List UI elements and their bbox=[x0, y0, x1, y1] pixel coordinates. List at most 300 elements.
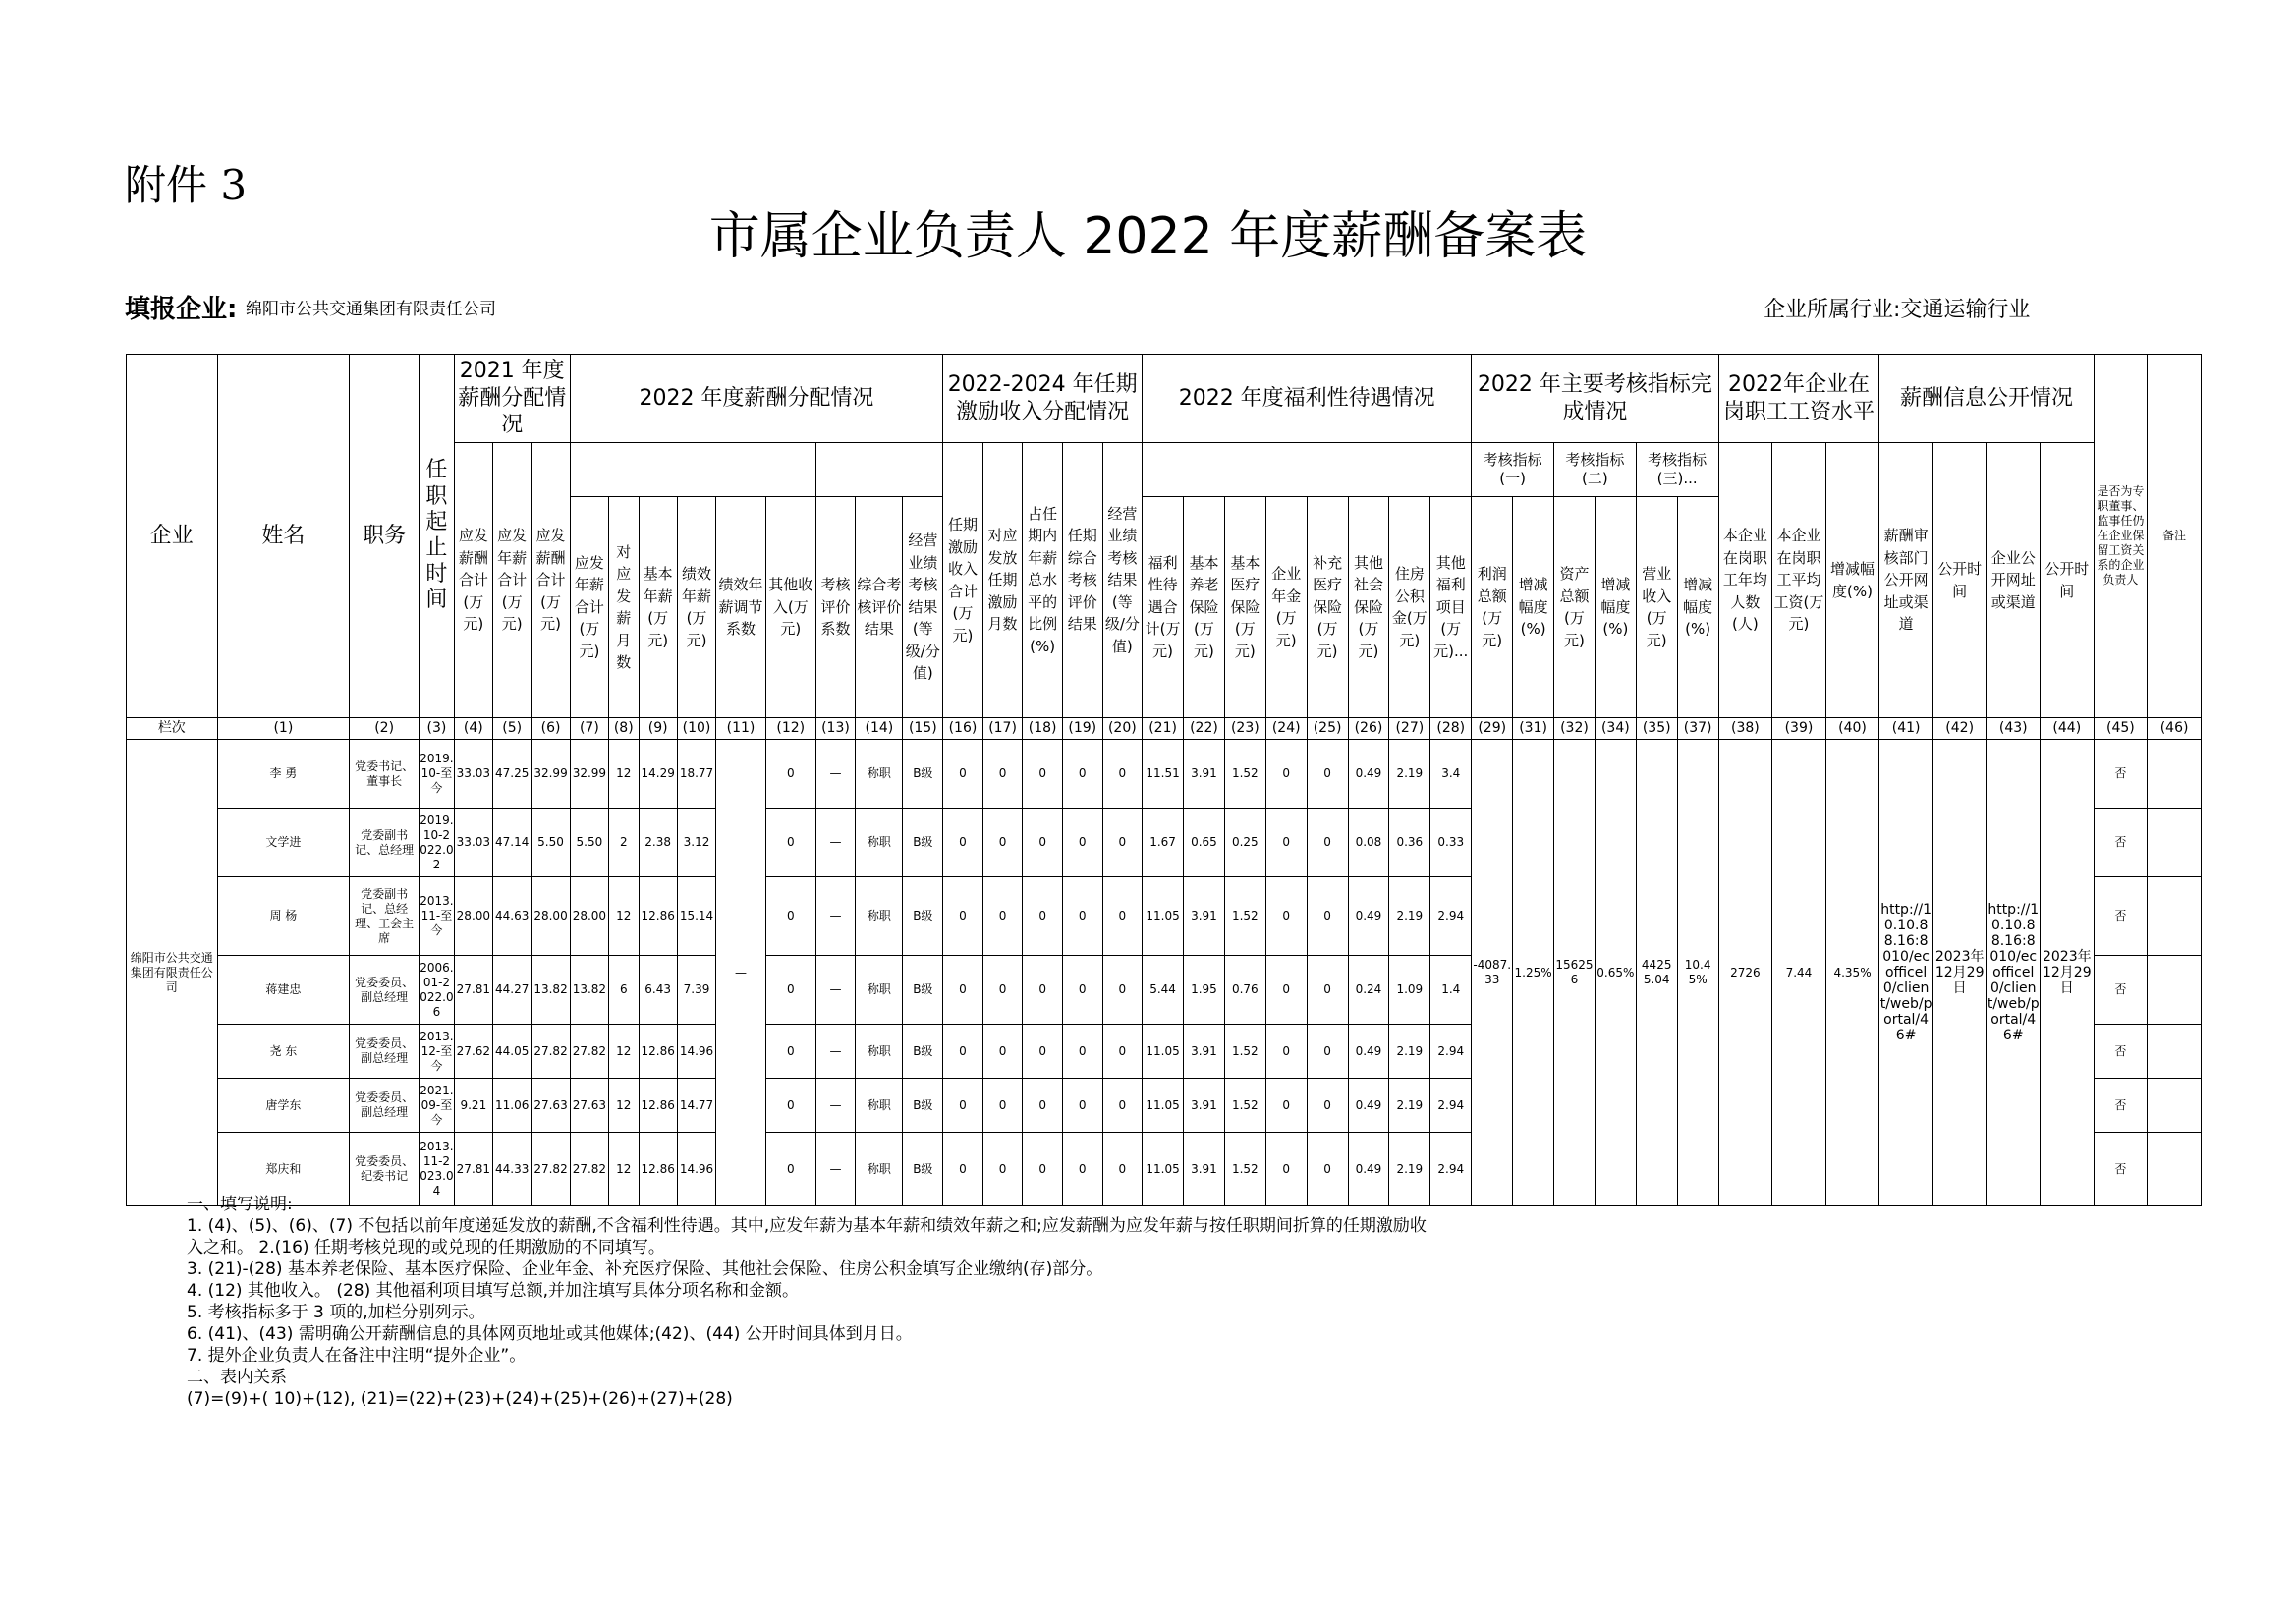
cell-c15: B级 bbox=[903, 956, 943, 1025]
note-line: 一、填写说明: bbox=[187, 1195, 293, 1214]
cell-c46 bbox=[2148, 809, 2202, 877]
cell-c7: 27.82 bbox=[570, 1133, 608, 1206]
cell-c4: 9.21 bbox=[454, 1079, 492, 1133]
cell-c17: 0 bbox=[982, 1025, 1023, 1079]
cell-c10: 18.77 bbox=[677, 740, 715, 809]
cell-c20: 0 bbox=[1102, 1025, 1143, 1079]
group-welfare: 2022 年度福利性待遇情况 bbox=[1143, 355, 1472, 443]
term-cell: 2013.12-至今 bbox=[420, 1025, 455, 1079]
cell-c16: 0 bbox=[943, 956, 983, 1025]
col-c25: 补充医疗保险(万元) bbox=[1307, 497, 1348, 718]
cell-c27: 1.09 bbox=[1389, 956, 1430, 1025]
cell-c7: 5.50 bbox=[570, 809, 608, 877]
cell-c27: 2.19 bbox=[1389, 740, 1430, 809]
cell-c27: 2.19 bbox=[1389, 1133, 1430, 1206]
indicator-3: 考核指标(三)... bbox=[1636, 443, 1718, 497]
cell-c23: 1.52 bbox=[1224, 1133, 1265, 1206]
cell-c5: 44.05 bbox=[493, 1025, 532, 1079]
indicator-2: 考核指标(二) bbox=[1554, 443, 1637, 497]
position-cell: 党委书记、董事长 bbox=[350, 740, 420, 809]
filling-company-label: 填报企业: bbox=[125, 295, 238, 324]
cell-c13: — bbox=[815, 1079, 856, 1133]
cell-c14: 称职 bbox=[856, 1079, 903, 1133]
cell-c22: 3.91 bbox=[1184, 877, 1225, 956]
cell-c12: 0 bbox=[765, 809, 815, 877]
cell-c45: 否 bbox=[2094, 809, 2148, 877]
cell-c17: 0 bbox=[982, 1079, 1023, 1133]
cell-c7: 28.00 bbox=[570, 877, 608, 956]
cell-c19: 0 bbox=[1062, 1079, 1102, 1133]
index-cell: (38) bbox=[1718, 718, 1772, 740]
cell-c4: 27.81 bbox=[454, 956, 492, 1025]
cell-c23: 1.52 bbox=[1224, 1079, 1265, 1133]
attachment-label: 附件 3 bbox=[125, 161, 248, 209]
cell-c13: — bbox=[815, 1025, 856, 1079]
name-cell: 尧 东 bbox=[217, 1025, 350, 1079]
cell-c4: 33.03 bbox=[454, 740, 492, 809]
cell-c25: 0 bbox=[1307, 877, 1348, 956]
group-indicators: 2022 年主要考核指标完成情况 bbox=[1472, 355, 1718, 443]
merged-c39: 7.44 bbox=[1772, 740, 1826, 1206]
note-line: 6. (41)、(43) 需明确公开薪酬信息的具体网页地址或其他媒体;(42)、(44) 公开时间具体到月日。 bbox=[187, 1324, 913, 1344]
cell-c13: — bbox=[815, 1133, 856, 1206]
cell-c9: 12.86 bbox=[639, 1133, 677, 1206]
cell-c10: 3.12 bbox=[677, 809, 715, 877]
cell-c17: 0 bbox=[982, 956, 1023, 1025]
col-c41: 薪酬审核部门公开网址或渠道 bbox=[1879, 443, 1933, 718]
cell-c14: 称职 bbox=[856, 956, 903, 1025]
header-row-1 bbox=[127, 355, 2202, 443]
col-term bbox=[420, 355, 455, 718]
index-cell: (8) bbox=[609, 718, 639, 740]
position-cell: 党委委员、纪委书记 bbox=[350, 1133, 420, 1206]
col-c20: 经营业绩考核结果(等级/分值) bbox=[1102, 443, 1143, 718]
merged-c32: 156256 bbox=[1554, 740, 1596, 1206]
merged-c40: 4.35% bbox=[1825, 740, 1879, 1206]
cell-c23: 0.25 bbox=[1224, 809, 1265, 877]
cell-c16: 0 bbox=[943, 740, 983, 809]
cell-c25: 0 bbox=[1307, 740, 1348, 809]
cell-c18: 0 bbox=[1023, 956, 1063, 1025]
cell-c6: 27.82 bbox=[532, 1025, 570, 1079]
col-c34: 增减幅度(%) bbox=[1595, 497, 1636, 718]
position-cell: 党委委员、副总经理 bbox=[350, 1079, 420, 1133]
index-cell: (13) bbox=[815, 718, 856, 740]
filling-company-value: 绵阳市公共交通集团有限责任公司 bbox=[246, 300, 496, 319]
cell-c28: 2.94 bbox=[1430, 1133, 1472, 1206]
index-cell: (18) bbox=[1023, 718, 1063, 740]
cell-c20: 0 bbox=[1102, 740, 1143, 809]
cell-c27: 0.36 bbox=[1389, 809, 1430, 877]
cell-c20: 0 bbox=[1102, 809, 1143, 877]
cell-c22: 0.65 bbox=[1184, 809, 1225, 877]
index-cell: (12) bbox=[765, 718, 815, 740]
name-cell: 李 勇 bbox=[217, 740, 350, 809]
cell-c7: 32.99 bbox=[570, 740, 608, 809]
cell-c12: 0 bbox=[765, 740, 815, 809]
col-company: 企业 bbox=[127, 355, 218, 718]
index-cell: (29) bbox=[1472, 718, 1513, 740]
group-incentive: 2022-2024 年任期激励收入分配情况 bbox=[943, 355, 1143, 443]
col-position: 职务 bbox=[350, 355, 420, 718]
cell-c14: 称职 bbox=[856, 1025, 903, 1079]
cell-c28: 2.94 bbox=[1430, 1025, 1472, 1079]
merged-c34: 0.65% bbox=[1595, 740, 1636, 1206]
cell-c19: 0 bbox=[1062, 1025, 1102, 1079]
position-cell: 党委委员、副总经理 bbox=[350, 1025, 420, 1079]
col-c13: 考核评价系数 bbox=[815, 497, 856, 718]
cell-c22: 1.95 bbox=[1184, 956, 1225, 1025]
col-c27: 住房公积金(万元) bbox=[1389, 497, 1430, 718]
col-c45: 是否为专职董事、监事任仍在企业保留工资关系的企业负责人 bbox=[2094, 355, 2148, 718]
cell-c23: 1.52 bbox=[1224, 1025, 1265, 1079]
merged-c44: 2023年12月29日 bbox=[2041, 740, 2095, 1206]
indicator-1: 考核指标(一) bbox=[1472, 443, 1554, 497]
cell-c15: B级 bbox=[903, 1079, 943, 1133]
cell-c46 bbox=[2148, 740, 2202, 809]
index-cell: (45) bbox=[2094, 718, 2148, 740]
index-cell: (37) bbox=[1677, 718, 1718, 740]
cell-c26: 0.49 bbox=[1348, 1025, 1389, 1079]
cell-c24: 0 bbox=[1265, 1025, 1307, 1079]
note-line: 二、表内关系 bbox=[187, 1368, 287, 1387]
term-cell: 2006.01-2022.06 bbox=[420, 956, 455, 1025]
cell-c46 bbox=[2148, 877, 2202, 956]
cell-c26: 0.49 bbox=[1348, 1079, 1389, 1133]
col-c31: 增减幅度(%) bbox=[1513, 497, 1554, 718]
cell-c12: 0 bbox=[765, 1133, 815, 1206]
merged-c35: 44255.04 bbox=[1636, 740, 1677, 1206]
group-2021: 2021 年度薪酬分配情况 bbox=[454, 355, 570, 443]
group-public: 薪酬信息公开情况 bbox=[1879, 355, 2094, 443]
name-cell: 郑庆和 bbox=[217, 1133, 350, 1206]
cell-c12: 0 bbox=[765, 1025, 815, 1079]
page-title: 市属企业负责人 2022 年度薪酬备案表 bbox=[708, 207, 1588, 266]
cell-c4: 27.81 bbox=[454, 1133, 492, 1206]
cell-c9: 2.38 bbox=[639, 809, 677, 877]
subgroup-welfare bbox=[1143, 443, 1472, 497]
index-cell: (31) bbox=[1513, 718, 1554, 740]
cell-c28: 0.33 bbox=[1430, 809, 1472, 877]
cell-c13: — bbox=[815, 956, 856, 1025]
cell-c46 bbox=[2148, 1079, 2202, 1133]
cell-c6: 32.99 bbox=[532, 740, 570, 809]
cell-c13: — bbox=[815, 809, 856, 877]
note-line: 入之和。 2.(16) 任期考核兑现的或兑现的任期激励的不同填写。 bbox=[187, 1238, 665, 1258]
index-cell: (6) bbox=[532, 718, 570, 740]
cell-c8: 12 bbox=[609, 740, 639, 809]
name-cell: 文学进 bbox=[217, 809, 350, 877]
col-c29: 利润总额(万元) bbox=[1472, 497, 1513, 718]
cell-c9: 12.86 bbox=[639, 877, 677, 956]
cell-c21: 11.05 bbox=[1143, 1133, 1184, 1206]
cell-c4: 33.03 bbox=[454, 809, 492, 877]
cell-c8: 6 bbox=[609, 956, 639, 1025]
cell-c45: 否 bbox=[2094, 1025, 2148, 1079]
col-c28: 其他福利项目(万元)... bbox=[1430, 497, 1472, 718]
cell-c20: 0 bbox=[1102, 956, 1143, 1025]
index-cell: (41) bbox=[1879, 718, 1933, 740]
cell-c45: 否 bbox=[2094, 956, 2148, 1025]
cell-c16: 0 bbox=[943, 877, 983, 956]
col-c14: 综合考核评价结果 bbox=[856, 497, 903, 718]
col-c35: 营业收入(万元) bbox=[1636, 497, 1677, 718]
cell-c23: 1.52 bbox=[1224, 740, 1265, 809]
index-cell: (7) bbox=[570, 718, 608, 740]
cell-c6: 27.82 bbox=[532, 1133, 570, 1206]
col-c5: 应发年薪合计(万元) bbox=[493, 443, 532, 718]
cell-c24: 0 bbox=[1265, 956, 1307, 1025]
cell-c18: 0 bbox=[1023, 877, 1063, 956]
cell-c15: B级 bbox=[903, 877, 943, 956]
cell-c27: 2.19 bbox=[1389, 1079, 1430, 1133]
cell-c9: 6.43 bbox=[639, 956, 677, 1025]
cell-c16: 0 bbox=[943, 1079, 983, 1133]
index-cell: (44) bbox=[2041, 718, 2095, 740]
index-cell: (25) bbox=[1307, 718, 1348, 740]
name-cell: 唐学东 bbox=[217, 1079, 350, 1133]
cell-c28: 2.94 bbox=[1430, 1079, 1472, 1133]
cell-c21: 11.05 bbox=[1143, 1025, 1184, 1079]
cell-c46 bbox=[2148, 1025, 2202, 1079]
index-cell: (26) bbox=[1348, 718, 1389, 740]
cell-c19: 0 bbox=[1062, 740, 1102, 809]
merged-c38: 2726 bbox=[1718, 740, 1772, 1206]
cell-c5: 11.06 bbox=[493, 1079, 532, 1133]
industry-label: 企业所属行业:交通运输行业 bbox=[1764, 298, 2031, 322]
cell-c4: 28.00 bbox=[454, 877, 492, 956]
note-line: 7. 提外企业负责人在备注中注明“提外企业”。 bbox=[187, 1346, 527, 1366]
col-c9: 基本年薪(万元) bbox=[639, 497, 677, 718]
cell-c24: 0 bbox=[1265, 740, 1307, 809]
cell-c46 bbox=[2148, 956, 2202, 1025]
cell-c10: 15.14 bbox=[677, 877, 715, 956]
index-cell: (35) bbox=[1636, 718, 1677, 740]
cell-c26: 0.49 bbox=[1348, 877, 1389, 956]
cell-c18: 0 bbox=[1023, 1133, 1063, 1206]
cell-c8: 12 bbox=[609, 877, 639, 956]
note-line: 1. (4)、(5)、(6)、(7) 不包括以前年度递延发放的薪酬,不含福利性待遇。其中,应发年薪为基本年薪和绩效年薪之和;应发薪酬为应发年薪与按任职期间折算的任期激励收 bbox=[187, 1216, 1427, 1236]
index-cell: (24) bbox=[1265, 718, 1307, 740]
cell-c9: 14.29 bbox=[639, 740, 677, 809]
cell-c23: 1.52 bbox=[1224, 877, 1265, 956]
col-c26: 其他社会保险(万元) bbox=[1348, 497, 1389, 718]
note-line: 3. (21)-(28) 基本养老保险、基本医疗保险、企业年金、补充医疗保险、其他社会保险、住房公积金填写企业缴纳(存)部分。 bbox=[187, 1259, 1103, 1279]
cell-c14: 称职 bbox=[856, 740, 903, 809]
cell-c12: 0 bbox=[765, 956, 815, 1025]
col-c17: 对应发放任期激励月数 bbox=[982, 443, 1023, 718]
col-c18: 占任期内年薪总水平的比例(%) bbox=[1023, 443, 1063, 718]
cell-c17: 0 bbox=[982, 1133, 1023, 1206]
cell-c17: 0 bbox=[982, 740, 1023, 809]
cell-c25: 0 bbox=[1307, 1025, 1348, 1079]
cell-c24: 0 bbox=[1265, 1133, 1307, 1206]
index-cell: (42) bbox=[1932, 718, 1987, 740]
cell-c27: 2.19 bbox=[1389, 877, 1430, 956]
position-cell: 党委副书记、总经理 bbox=[350, 809, 420, 877]
cell-c5: 44.33 bbox=[493, 1133, 532, 1206]
index-cell: 栏次 bbox=[127, 718, 218, 740]
cell-c4: 27.62 bbox=[454, 1025, 492, 1079]
cell-c5: 47.14 bbox=[493, 809, 532, 877]
cell-c22: 3.91 bbox=[1184, 1025, 1225, 1079]
col-c6: 应发薪酬合计(万元) bbox=[532, 443, 570, 718]
cell-c10: 14.96 bbox=[677, 1025, 715, 1079]
col-c32: 资产总额(万元) bbox=[1554, 497, 1596, 718]
cell-c10: 7.39 bbox=[677, 956, 715, 1025]
col-c16: 任期激励收入合计(万元) bbox=[943, 443, 983, 718]
col-c23: 基本医疗保险(万元) bbox=[1224, 497, 1265, 718]
cell-c26: 0.49 bbox=[1348, 1133, 1389, 1206]
salary-table bbox=[126, 354, 2202, 1206]
cell-c22: 3.91 bbox=[1184, 1133, 1225, 1206]
index-cell: (20) bbox=[1102, 718, 1143, 740]
col-c40: 增减幅度(%) bbox=[1825, 443, 1879, 718]
index-cell: (46) bbox=[2148, 718, 2202, 740]
name-cell: 周 杨 bbox=[217, 877, 350, 956]
merged-c31: 1.25% bbox=[1513, 740, 1554, 1206]
cell-c7: 27.82 bbox=[570, 1025, 608, 1079]
index-cell: (3) bbox=[420, 718, 455, 740]
company-cell: 绵阳市公共交通集团有限责任公司 bbox=[127, 740, 218, 1206]
cell-c20: 0 bbox=[1102, 1133, 1143, 1206]
cell-c26: 0.49 bbox=[1348, 740, 1389, 809]
col-c4: 应发薪酬合计(万元) bbox=[454, 443, 492, 718]
col-c46: 备注 bbox=[2148, 355, 2202, 718]
cell-c26: 0.08 bbox=[1348, 809, 1389, 877]
cell-c5: 44.63 bbox=[493, 877, 532, 956]
cell-c46 bbox=[2148, 1133, 2202, 1206]
merged-c11: — bbox=[716, 740, 766, 1206]
cell-c24: 0 bbox=[1265, 1079, 1307, 1133]
index-cell: (2) bbox=[350, 718, 420, 740]
cell-c25: 0 bbox=[1307, 1079, 1348, 1133]
index-cell: (34) bbox=[1595, 718, 1636, 740]
index-cell: (11) bbox=[716, 718, 766, 740]
cell-c28: 3.4 bbox=[1430, 740, 1472, 809]
cell-c7: 27.63 bbox=[570, 1079, 608, 1133]
cell-c28: 2.94 bbox=[1430, 877, 1472, 956]
cell-c5: 47.25 bbox=[493, 740, 532, 809]
index-cell: (21) bbox=[1143, 718, 1184, 740]
cell-c12: 0 bbox=[765, 1079, 815, 1133]
cell-c6: 28.00 bbox=[532, 877, 570, 956]
col-c44: 公开时间 bbox=[2041, 443, 2095, 718]
cell-c14: 称职 bbox=[856, 809, 903, 877]
cell-c6: 27.63 bbox=[532, 1079, 570, 1133]
cell-c18: 0 bbox=[1023, 1025, 1063, 1079]
index-cell: (17) bbox=[982, 718, 1023, 740]
term-cell: 2013.11-至今 bbox=[420, 877, 455, 956]
index-cell: (9) bbox=[639, 718, 677, 740]
term-cell: 2013.11-2023.04 bbox=[420, 1133, 455, 1206]
col-c43: 企业公开网址或渠道 bbox=[1987, 443, 2041, 718]
cell-c18: 0 bbox=[1023, 1079, 1063, 1133]
cell-c15: B级 bbox=[903, 809, 943, 877]
col-term-text: 任职起止时间 bbox=[425, 458, 448, 613]
col-c10: 绩效年薪(万元) bbox=[677, 497, 715, 718]
cell-c17: 0 bbox=[982, 877, 1023, 956]
cell-c19: 0 bbox=[1062, 956, 1102, 1025]
cell-c27: 2.19 bbox=[1389, 1025, 1430, 1079]
note-line: 5. 考核指标多于 3 项的,加栏分别列示。 bbox=[187, 1303, 485, 1322]
cell-c21: 11.05 bbox=[1143, 877, 1184, 956]
cell-c16: 0 bbox=[943, 1133, 983, 1206]
index-cell: (19) bbox=[1062, 718, 1102, 740]
col-c11: 绩效年薪调节系数 bbox=[716, 497, 766, 718]
index-cell: (40) bbox=[1825, 718, 1879, 740]
merged-c37: 10.45% bbox=[1677, 740, 1718, 1206]
index-cell: (43) bbox=[1987, 718, 2041, 740]
col-c42: 公开时间 bbox=[1932, 443, 1987, 718]
cell-c14: 称职 bbox=[856, 877, 903, 956]
index-cell: (22) bbox=[1184, 718, 1225, 740]
name-cell: 蒋建忠 bbox=[217, 956, 350, 1025]
cell-c24: 0 bbox=[1265, 809, 1307, 877]
note-line: 4. (12) 其他收入。 (28) 其他福利项目填写总额,并加注填写具体分项名称和金额。 bbox=[187, 1281, 800, 1301]
cell-c16: 0 bbox=[943, 1025, 983, 1079]
col-c39: 本企业在岗职工平均工资(万元) bbox=[1772, 443, 1826, 718]
col-c37: 增减幅度(%) bbox=[1677, 497, 1718, 718]
cell-c8: 12 bbox=[609, 1133, 639, 1206]
cell-c8: 12 bbox=[609, 1025, 639, 1079]
term-cell: 2019.10-至今 bbox=[420, 740, 455, 809]
cell-c9: 12.86 bbox=[639, 1025, 677, 1079]
cell-c12: 0 bbox=[765, 877, 815, 956]
cell-c9: 12.86 bbox=[639, 1079, 677, 1133]
cell-c21: 11.05 bbox=[1143, 1079, 1184, 1133]
cell-c28: 1.4 bbox=[1430, 956, 1472, 1025]
cell-c18: 0 bbox=[1023, 809, 1063, 877]
cell-c21: 1.67 bbox=[1143, 809, 1184, 877]
cell-c15: B级 bbox=[903, 740, 943, 809]
cell-c5: 44.27 bbox=[493, 956, 532, 1025]
col-c12: 其他收入(万元) bbox=[765, 497, 815, 718]
col-c22: 基本养老保险(万元) bbox=[1184, 497, 1225, 718]
cell-c20: 0 bbox=[1102, 877, 1143, 956]
col-c24: 企业年金(万元) bbox=[1265, 497, 1307, 718]
col-c19: 任期综合考核评价结果 bbox=[1062, 443, 1102, 718]
cell-c24: 0 bbox=[1265, 877, 1307, 956]
col-c8: 对应发薪月数 bbox=[609, 497, 639, 718]
table-row bbox=[127, 740, 2202, 809]
cell-c22: 3.91 bbox=[1184, 1079, 1225, 1133]
cell-c26: 0.24 bbox=[1348, 956, 1389, 1025]
term-cell: 2019.10-2022.02 bbox=[420, 809, 455, 877]
cell-c17: 0 bbox=[982, 809, 1023, 877]
cell-c16: 0 bbox=[943, 809, 983, 877]
cell-c13: — bbox=[815, 740, 856, 809]
position-cell: 党委委员、副总经理 bbox=[350, 956, 420, 1025]
index-cell: (23) bbox=[1224, 718, 1265, 740]
cell-c21: 11.51 bbox=[1143, 740, 1184, 809]
index-cell: (32) bbox=[1554, 718, 1596, 740]
cell-c19: 0 bbox=[1062, 809, 1102, 877]
col-c21: 福利性待遇合计(万元) bbox=[1143, 497, 1184, 718]
cell-c21: 5.44 bbox=[1143, 956, 1184, 1025]
index-cell: (1) bbox=[217, 718, 350, 740]
col-c7: 应发年薪合计(万元) bbox=[570, 497, 608, 718]
cell-c8: 12 bbox=[609, 1079, 639, 1133]
cell-c18: 0 bbox=[1023, 740, 1063, 809]
position-cell: 党委副书记、总经理、工会主席 bbox=[350, 877, 420, 956]
cell-c6: 5.50 bbox=[532, 809, 570, 877]
cell-c45: 否 bbox=[2094, 877, 2148, 956]
cell-c10: 14.96 bbox=[677, 1133, 715, 1206]
index-cell: (27) bbox=[1389, 718, 1430, 740]
cell-c45: 否 bbox=[2094, 740, 2148, 809]
index-row bbox=[127, 718, 2202, 740]
